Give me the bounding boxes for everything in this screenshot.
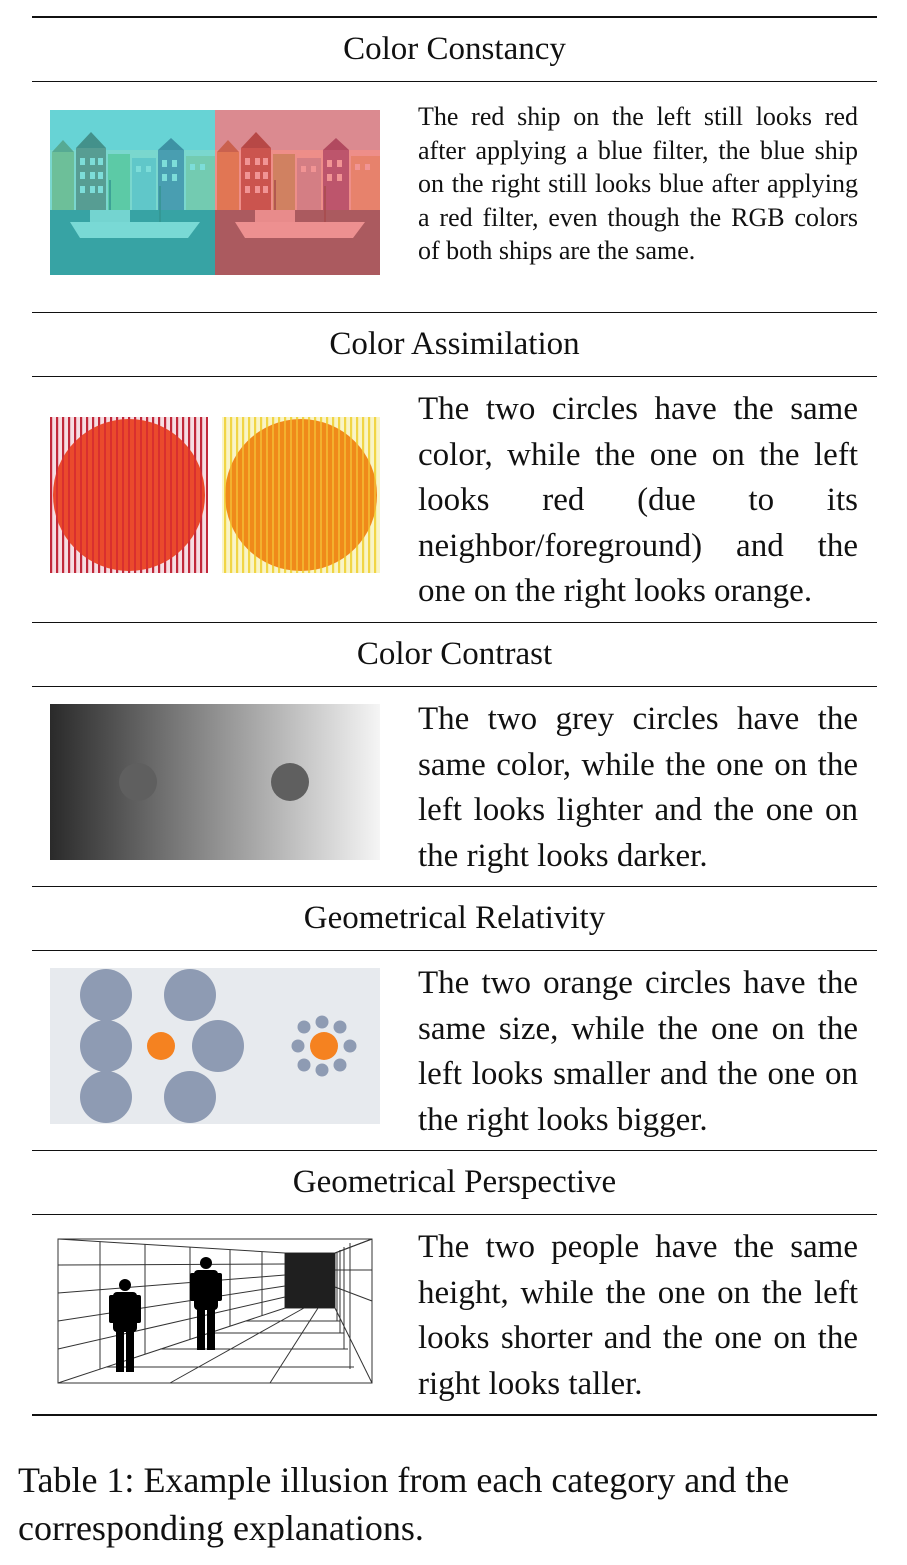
category-header: Color Contrast [356, 636, 553, 672]
explanation-text: The two grey circles have the same color, while the one on the left looks lighter and the one on the right looks darker. [418, 701, 858, 874]
explanation-text: The two circles have the same color, while the one on the left looks red (due to its neighbor/foreground) and the one on the right looks orange. [418, 391, 858, 609]
category-header: Color Assimilation [329, 326, 580, 362]
geometrical-relativity-image [50, 968, 380, 1124]
explanation-text: The two people have the same height, while the one on the left looks shorter and the one on the right looks taller. [418, 1229, 858, 1402]
color-assimilation-image [50, 417, 380, 573]
table-row [32, 377, 877, 622]
geometrical-perspective-image [50, 1235, 380, 1385]
explanation-text: The two orange circles have the same size, while the one on the left looks smaller and the one on the right looks bigger. [418, 965, 858, 1138]
category-header: Geometrical Relativity [303, 900, 606, 936]
table-row [32, 1215, 877, 1414]
color-contrast-image [50, 704, 380, 860]
category-header: Color Constancy [343, 31, 566, 67]
illusion-table [32, 16, 877, 1416]
table-caption: Table 1: Example illusion from each category and the corresponding explanations. [18, 1460, 790, 1548]
bottom-rule [32, 1414, 877, 1416]
category-header: Geometrical Perspective [292, 1164, 617, 1200]
color-constancy-image [50, 110, 380, 275]
table-row [32, 687, 877, 886]
table-row [32, 951, 877, 1150]
explanation-text: The red ship on the left still looks red after applying a blue filter, the blue ship on the right still looks blue after applying a red filter, even though the RGB colors of both ships are the same. [418, 102, 858, 265]
table-row [32, 82, 877, 312]
